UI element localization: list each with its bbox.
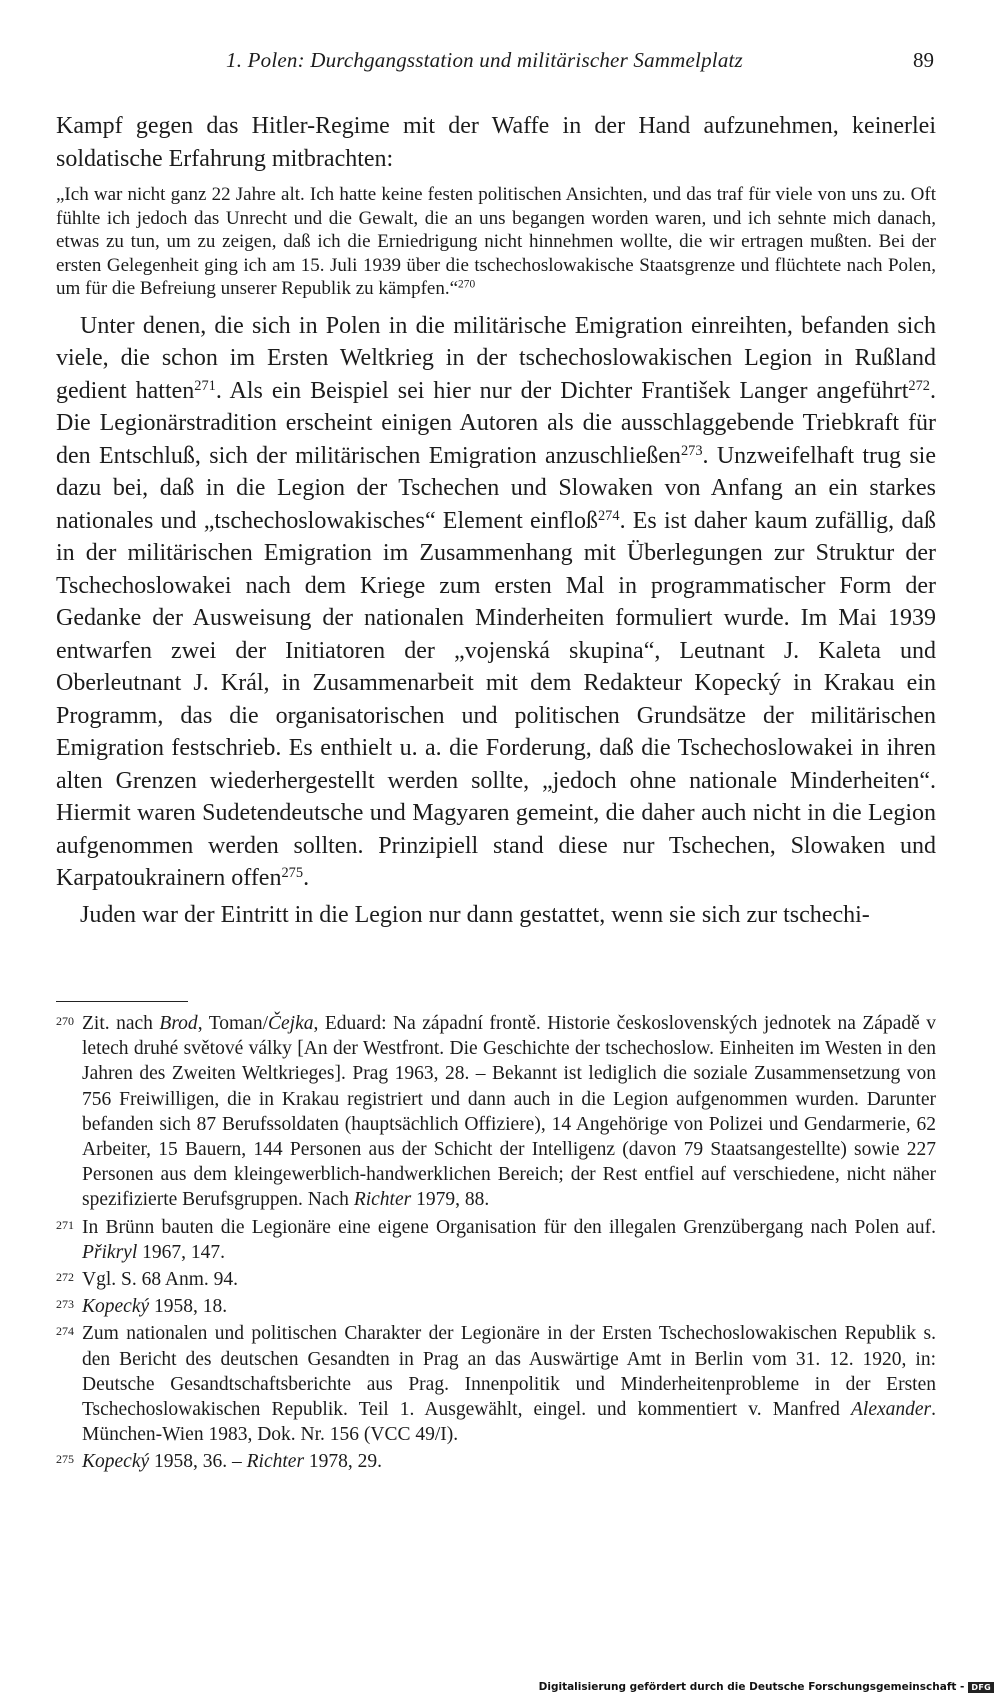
footnote-number: 271 xyxy=(56,1217,74,1232)
page-header xyxy=(56,48,936,78)
intro-paragraph: Kampf gegen das Hitler-Regime mit der Waffe in der Hand aufzunehmen, keinerlei soldatische Erfahrung mitbrachten: xyxy=(56,113,936,172)
page-number: 89 xyxy=(913,48,934,72)
footnote-270 xyxy=(56,1011,936,1213)
footnote-271 xyxy=(56,1215,936,1265)
paragraph-juden xyxy=(56,899,936,932)
footnote-text: 1978, 29. xyxy=(304,1451,383,1473)
author-name: Čejka xyxy=(267,1013,314,1034)
credit-text: Digitalisierung gefördert durch die Deutsche Forschungsgemeinschaft - xyxy=(538,1681,965,1693)
paragraph-text: . Als ein Beispiel sei hier nur der Dichter František Langer angeführt xyxy=(215,377,909,404)
paragraph-legion xyxy=(56,310,936,895)
footnote-text: Vgl. S. 68 Anm. 94. xyxy=(82,1269,239,1291)
footnote-text: In Brünn bauten die Legionäre eine eigene Organisation für den illegalen Grenzübergang nach Polen auf. xyxy=(82,1216,936,1238)
quote-text: „Ich war nicht ganz 22 Jahre alt. Ich hatte keine festen politischen Ansichten, und das traf für viele von uns zu. Oft fühlte ich jedoch das Unrecht und die Gewalt, die an uns begangen worden waren, und ich sehnte mich danach, etwas zu tun, um zu zeigen, daß ich die Erniedrigung nicht hinnehmen wollte, die wir ertragen mußten. Bei der ersten Gelegenheit ging ich am 15. Juli 1939 über die tschechoslowakische Staatsgrenze und flüchtete nach Polen, um für die Befreiung unserer Republik zu kämpfen.“ xyxy=(56,184,936,300)
footnote-number: 272 xyxy=(56,1270,74,1285)
footnote-273 xyxy=(56,1294,936,1319)
author-name: Alexander xyxy=(850,1399,932,1421)
footnote-text: 1958, 18. xyxy=(149,1296,228,1318)
footnote-275 xyxy=(56,1449,936,1474)
footnote-text: Zum nationalen und politischen Charakter der Legionäre in der Ersten Tschechoslowakischen Republik s. den Bericht des deutschen Gesandten in Prag an das Auswärtige Amt in Berlin vom 31. 12. 1920, in: Deutsche Gesandtschaftsberichte aus Prag. Innenpolitik und Minderheitenprobleme in der Ersten Tschechoslowakischen Republik. Teil 1. Ausgewählt, eingel. und kommentiert v. Manfred xyxy=(82,1323,936,1421)
author-name: Brod xyxy=(159,1013,198,1034)
footnote-ref[interactable]: 270 xyxy=(458,279,476,292)
footnote-ref[interactable]: 275 xyxy=(281,865,304,882)
footnotes xyxy=(56,1011,936,1477)
main-text xyxy=(56,110,936,931)
block-quote xyxy=(56,183,936,301)
footnote-text: 1958, 36. – xyxy=(149,1451,247,1473)
author-name: Richter xyxy=(246,1451,305,1473)
footnote-text: 1979, 88. xyxy=(411,1189,490,1211)
footnote-text: Zit. nach xyxy=(82,1013,160,1034)
paragraph-text: . xyxy=(303,865,310,892)
footnote-ref[interactable]: 272 xyxy=(908,378,930,395)
footnote-text: , Toman/ xyxy=(197,1013,268,1034)
paragraph-text: Unter denen, die sich in Polen in die militärische Emigration einreihten, befanden sich viele, die schon im Ersten Weltkrieg in der tschechoslowakischen Legion in Rußland gedient hatten xyxy=(56,312,936,404)
footnote-number: 275 xyxy=(56,1452,74,1467)
paragraph-text: . Die Legionärstradition erscheint einigen Autoren als die ausschlaggebende Triebkraft für den Entschluß, sich der militärischen Emigration anzuschließen xyxy=(56,377,936,469)
footnote-ref[interactable]: 274 xyxy=(597,508,620,525)
running-title: 1. Polen: Durchgangsstation und militärischer Sammelplatz xyxy=(226,48,743,72)
footnote-text: 1967, 147. xyxy=(137,1241,225,1263)
footnote-ref[interactable]: 273 xyxy=(680,443,703,460)
footnote-text: , Eduard: Na západní frontě. Historie československých jednotek na Západě v letech druhé světové války [An der Westfront. Die Geschichte der tschechoslow. Einheiten im Westen in den Jahren des Zweiten Weltkrieges]. Prag 1963, 28. – Bekannt ist lediglich die soziale Zusammensetzung von 756 Freiwilligen, die in Krakau registriert und dann auch in die Legion aufgenommen wurden. Darunter befanden sich 87 Berufssoldaten (hauptsächlich Offiziere), 14 Angehörige von Polizei und Gendarmerie, 62 Arbeiter, 15 Bauern, 144 Personen aus der Schicht der Intelligenz (davon 79 Staatsangestellte) sowie 227 Personen aus dem kleingewerblich-handwerklichen Bereich; der Rest entfiel auf verschiedene, nicht näher spezifizierte Berufsgruppen. Nach xyxy=(82,1013,936,1211)
digitization-credit xyxy=(539,1681,994,1693)
footnote-number: 270 xyxy=(56,1014,74,1028)
paragraph-text: . Unzweifelhaft trug sie dazu bei, daß in die Legion der Tschechen und Slowaken von Anfang an ein starkes nationales und „tschechoslowakisches“ Element einfloß xyxy=(56,442,936,534)
paragraph-text: . Es ist daher kaum zufällig, daß in der militärischen Emigration im Zusammenhang mit Überlegungen zur Struktur der Tschechoslowakei nach dem Kriege zum ersten Mal in programmatischer Form der Gedanke der Ausweisung der nationalen Minderheiten formuliert wurde. Im Mai 1939 entwarfen zwei der Initiatoren der „vojenská skupina“, Leutnant J. Kaleta und Oberleutnant J. Král, in Zusammenarbeit mit dem Redakteur Kopecký in Krakau ein Programm, das die organisatorischen und politischen Grundsätze der militärischen Emigration festschrieb. Es enthielt u. a. die Forderung, daß die Tschechoslowakei in ihren alten Grenzen wiederhergestellt werden sollte, „jedoch ohne nationale Minderheiten“. Hiermit waren Sudetendeutsche und Magyaren gemeint, die daher auch nicht in die Legion aufgenommen werden sollten. Prinzipiell stand diese nur Tschechen, Slowaken und Karpatoukrainern offen xyxy=(56,507,936,892)
dfg-logo: DFG xyxy=(968,1682,994,1693)
footnote-divider xyxy=(56,1001,188,1002)
footnote-text: . München-Wien 1983, Dok. Nr. 156 (VCC 49/I). xyxy=(82,1399,936,1446)
author-name: Richter xyxy=(353,1189,412,1211)
footnote-number: 274 xyxy=(56,1324,74,1339)
paragraph-text: Juden war der Eintritt in die Legion nur dann gestattet, wenn sie sich zur tschechi- xyxy=(80,901,870,928)
footnote-274 xyxy=(56,1321,936,1447)
footnote-272 xyxy=(56,1267,936,1292)
author-name: Kopecký xyxy=(82,1296,150,1318)
author-name: Kopecký xyxy=(82,1451,150,1473)
author-name: Přikryl xyxy=(82,1241,138,1263)
footnote-number: 273 xyxy=(56,1297,74,1312)
footnote-ref[interactable]: 271 xyxy=(194,378,216,395)
